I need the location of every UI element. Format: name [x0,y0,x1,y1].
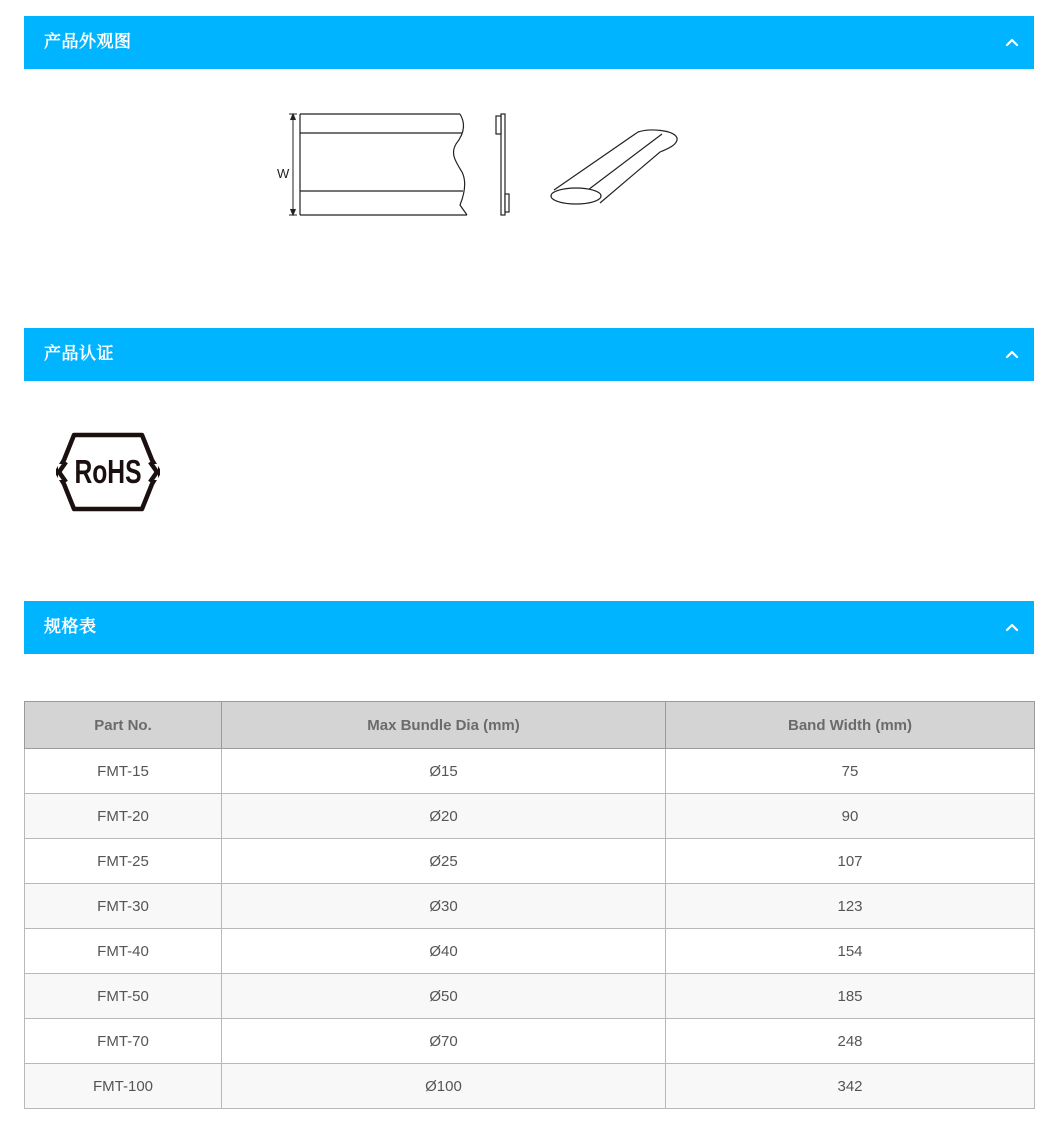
table-row [25,1019,1035,1064]
cell-max-bundle-dia: Ø25 [222,839,666,884]
cell-part-no: FMT-40 [25,929,222,974]
front-view [300,114,467,215]
cell-max-bundle-dia: Ø20 [222,794,666,839]
cell-part-no: FMT-50 [25,974,222,1019]
table-row [25,974,1035,1019]
spec-table [24,701,1035,1109]
chevron-up-icon[interactable] [1004,619,1020,635]
cell-band-width: 123 [666,884,1035,929]
cell-band-width: 154 [666,929,1035,974]
rohs-text: RoHS [74,453,142,491]
cell-max-bundle-dia: Ø15 [222,749,666,794]
cell-band-width: 75 [666,749,1035,794]
cell-max-bundle-dia: Ø30 [222,884,666,929]
cell-max-bundle-dia: Ø50 [222,974,666,1019]
table-row [25,1064,1035,1109]
section-title-certification: 产品认证 [44,344,114,364]
chevron-up-icon[interactable] [1004,34,1020,50]
cell-part-no: FMT-25 [25,839,222,884]
chevron-up-icon[interactable] [1004,346,1020,362]
column-header-band-width: Band Width (mm) [666,702,1035,749]
table-row [25,749,1035,794]
section-title-spec: 规格表 [44,617,97,637]
section-header-certification[interactable] [24,328,1034,381]
table-row [25,794,1035,839]
cell-part-no: FMT-100 [25,1064,222,1109]
column-header-part-no: Part No. [25,702,222,749]
cell-part-no: FMT-70 [25,1019,222,1064]
table-row [25,929,1035,974]
cell-max-bundle-dia: Ø70 [222,1019,666,1064]
cell-part-no: FMT-15 [25,749,222,794]
cell-part-no: FMT-20 [25,794,222,839]
cell-part-no: FMT-30 [25,884,222,929]
section-header-appearance[interactable] [24,16,1034,69]
cell-max-bundle-dia: Ø40 [222,929,666,974]
dimension-w [289,114,297,215]
width-label: W [277,166,290,181]
product-drawing [270,100,690,230]
table-row [25,839,1035,884]
isometric-view [551,130,677,204]
section-title-appearance: 产品外观图 [44,32,132,52]
section-header-spec[interactable] [24,601,1034,654]
cell-band-width: 342 [666,1064,1035,1109]
rohs-badge [56,430,160,514]
table-header-row [25,702,1035,749]
column-header-max-bundle-dia: Max Bundle Dia (mm) [222,702,666,749]
side-view [496,114,509,215]
table-row [25,884,1035,929]
cell-max-bundle-dia: Ø100 [222,1064,666,1109]
cell-band-width: 185 [666,974,1035,1019]
cell-band-width: 248 [666,1019,1035,1064]
cell-band-width: 107 [666,839,1035,884]
cell-band-width: 90 [666,794,1035,839]
